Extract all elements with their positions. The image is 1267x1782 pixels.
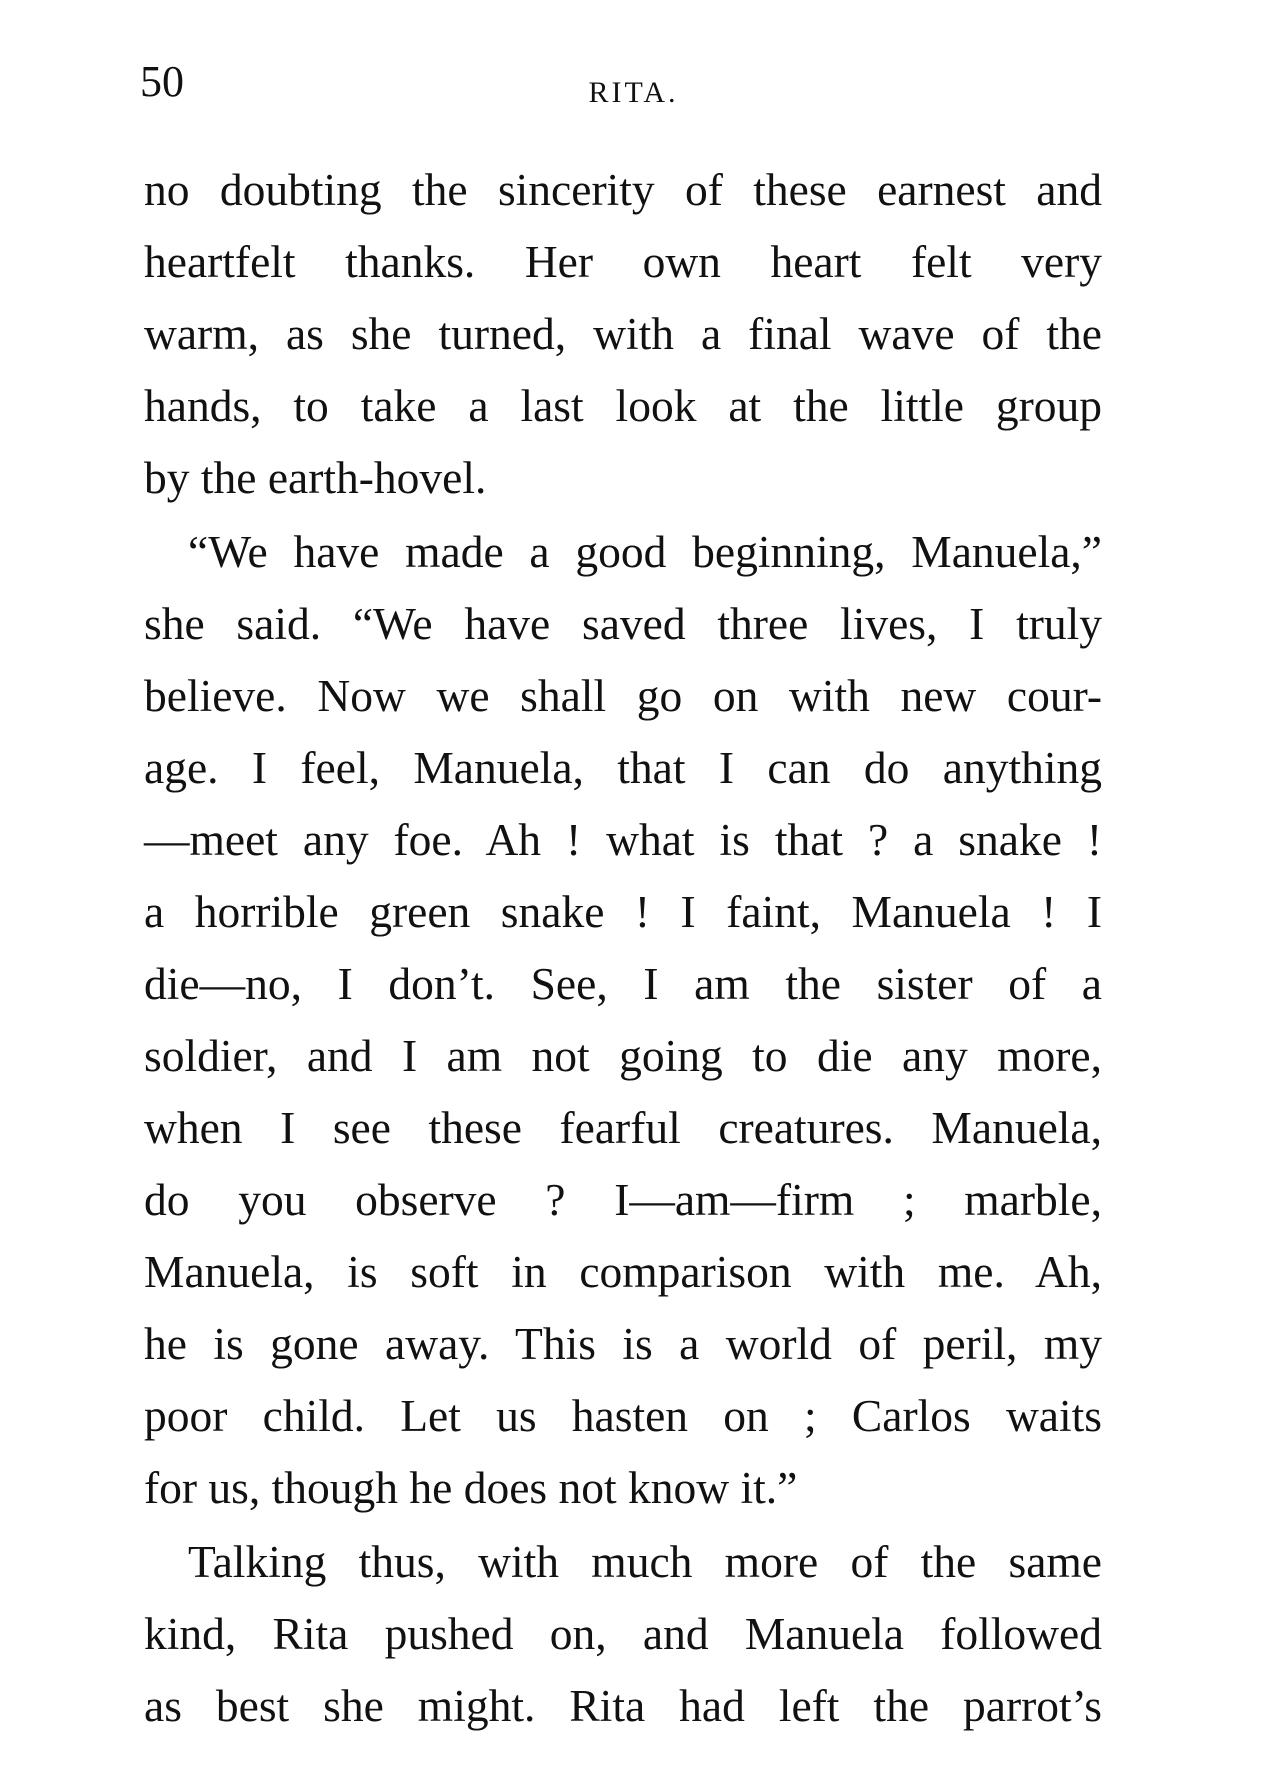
text-line: —meet any foe. Ah ! what is that ? a snake ! [144,814,1102,865]
text-line: she said. “We have saved three lives, I truly [144,598,1102,649]
text-line: for us, though he does not know it.” [144,1462,798,1513]
text-line: Talking thus, with much more of the same [188,1536,1102,1587]
text-line: heartfelt thanks. Her own heart felt very [144,236,1102,287]
text-line: no doubting the sincerity of these earnest and [144,164,1102,215]
text-line: kind, Rita pushed on, and Manuela followed [144,1608,1102,1659]
text-line: hands, to take a last look at the little group [144,380,1102,431]
text-line: soldier, and I am not going to die any more, [144,1030,1102,1081]
text-line: die—no, I don’t. See, I am the sister of a [144,958,1102,1009]
text-line: believe. Now we shall go on with new cour- [144,670,1102,721]
text-line: “We have made a good beginning, Manuela,” [188,526,1102,577]
text-line: by the earth-hovel. [144,452,487,503]
text-line: Manuela, is soft in comparison with me. Ah, [144,1246,1102,1297]
text-line: he is gone away. This is a world of peril, my [144,1318,1102,1369]
text-line: poor child. Let us hasten on ; Carlos waits [144,1390,1102,1441]
page-number: 50 [140,57,184,106]
body-text [144,154,1102,1742]
text-line: as best she might. Rita had left the parrot’s [144,1680,1102,1731]
text-line: do you observe ? I—am—firm ; marble, [144,1174,1102,1225]
text-line: a horrible green snake ! I faint, Manuela ! I [144,886,1102,937]
running-title: RITA. [588,76,679,109]
text-line: warm, as she turned, with a final wave of the [144,308,1102,359]
text-line: age. I feel, Manuela, that I can do anything [144,742,1102,793]
text-line: when I see these fearful creatures. Manuela, [144,1102,1102,1153]
